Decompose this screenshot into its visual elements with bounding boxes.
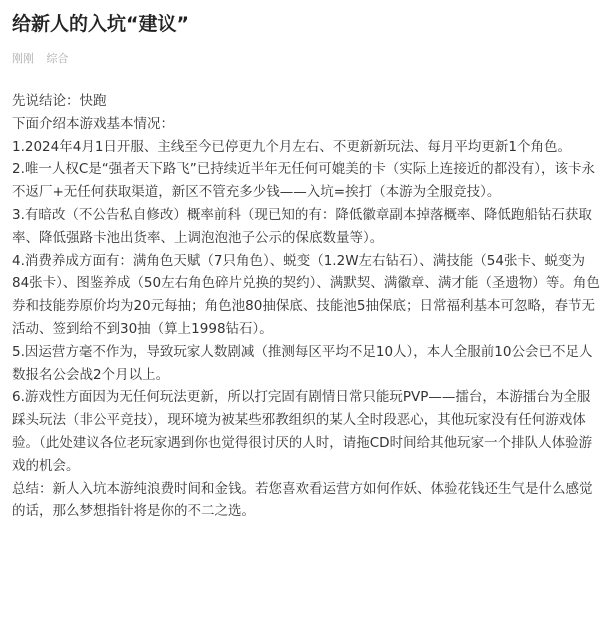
paragraph-point-6: 6.游戏性方面因为无任何玩法更新，所以打完固有剧情日常只能玩PVP——擂台，本游擂台为全服踩头玩法（非公平竞技），现环境为被某些邪教组织的某人全时段恶心，其他玩家没有任何游戏体验。（此处建议各位老玩家遇到你也觉得很讨厌的人时，请拖CD时间给其他玩家一个排队人体验游戏的机会。 — [12, 389, 593, 474]
paragraph-point-1: 1.2024年4月1日开服、主线至今已停更九个月左右、不更新新玩法、每月平均更新1个角色。 — [12, 138, 572, 155]
paragraph-point-5: 5.因运营方毫不作为，导致玩家人数剧减（推测每区平均不足10人），本人全服前10公会已不足人数报名公会战2个月以上。 — [12, 343, 593, 383]
paragraph-summary: 总结：新人入坑本游纯浪费时间和金钱。若您喜欢看运营方如何作妖、体验花钱还生气是什么感觉的话，那么梦想指针将是你的不二之选。 — [12, 480, 593, 520]
paragraph-conclusion: 先说结论：快跑 — [12, 93, 107, 109]
article-meta — [12, 49, 601, 69]
paragraph-point-4: 4.消费养成方面有：满角色天赋（7只角色）、蜕变（1.2W左右钻石）、满技能（54张卡、蜕变为84张卡）、图鉴养成（50左右角色碎片兑换的契约）、满默契、满徽章、满才能（圣遗物）等。角色券和技能券原价均为20元每抽；角色池80抽保底、技能池5抽保底；日常福利基本可忽略，春节无活动、签到给不到30抽（算上1998钻石）。 — [12, 252, 600, 337]
article-body — [12, 90, 601, 523]
paragraph-point-3: 3.有暗改（不公告私自修改）概率前科（现已知的有：降低徽章副本掉落概率、降低跑船钻石获取率、降低强路卡池出货率、上调泡泡池子公示的保底数量等）。 — [12, 206, 592, 246]
paragraph-point-2: 2.唯一人权C是“强者天下路飞”已持续近半年无任何可媲美的卡（实际上连接近的都没有），该卡永不返厂+无任何获取渠道，新区不管充多少钱——入坑=挨打（本游为全服竞技）。 — [12, 161, 596, 201]
article-title: 给新人的入坑“建议” — [12, 13, 189, 35]
post-time: 刚刚 — [12, 52, 34, 65]
paragraph-intro: 下面介绍本游戏基本情况： — [12, 115, 174, 132]
category-tag[interactable]: 综合 — [46, 52, 69, 65]
